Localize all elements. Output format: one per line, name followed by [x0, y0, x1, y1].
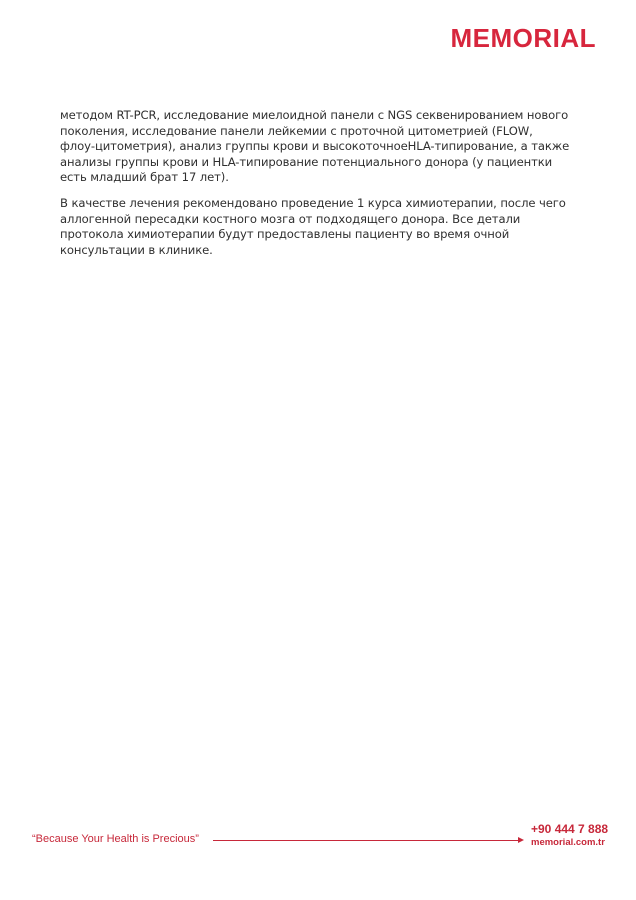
footer-slogan: “Because Your Health is Precious” [32, 833, 199, 845]
footer-divider-line [213, 840, 521, 841]
page-footer [0, 820, 636, 860]
footer-website: memorial.com.tr [531, 837, 605, 848]
memorial-logo: MEMORIAL [450, 23, 596, 53]
arrow-right-icon [518, 837, 524, 843]
paragraph-treatment: В качестве лечения рекомендовано проведение 1 курса химиотерапии, после чего аллогенной пересадки костного мозга от подходящего донора. Все детали протокола химиотерапии будут предоставлены пациенту во время очной консультации в клинике. [60, 195, 566, 257]
paragraph-diagnostics: методом RT-PCR, исследование миелоидной панели с NGS секвенированием нового поколения, исследование панели лейкемии с проточной цитометрией (FLOW, флоу-цитометрия), анализ группы крови и высокоточноеHLA-типирование, а также анализы группы крови и HLA-типирование потенциального донора (у пациентки есть младший брат 17 лет). [60, 108, 570, 185]
footer-phone: +90 444 7 888 [531, 822, 609, 836]
footer-contact [531, 822, 608, 849]
document-body [60, 108, 570, 268]
